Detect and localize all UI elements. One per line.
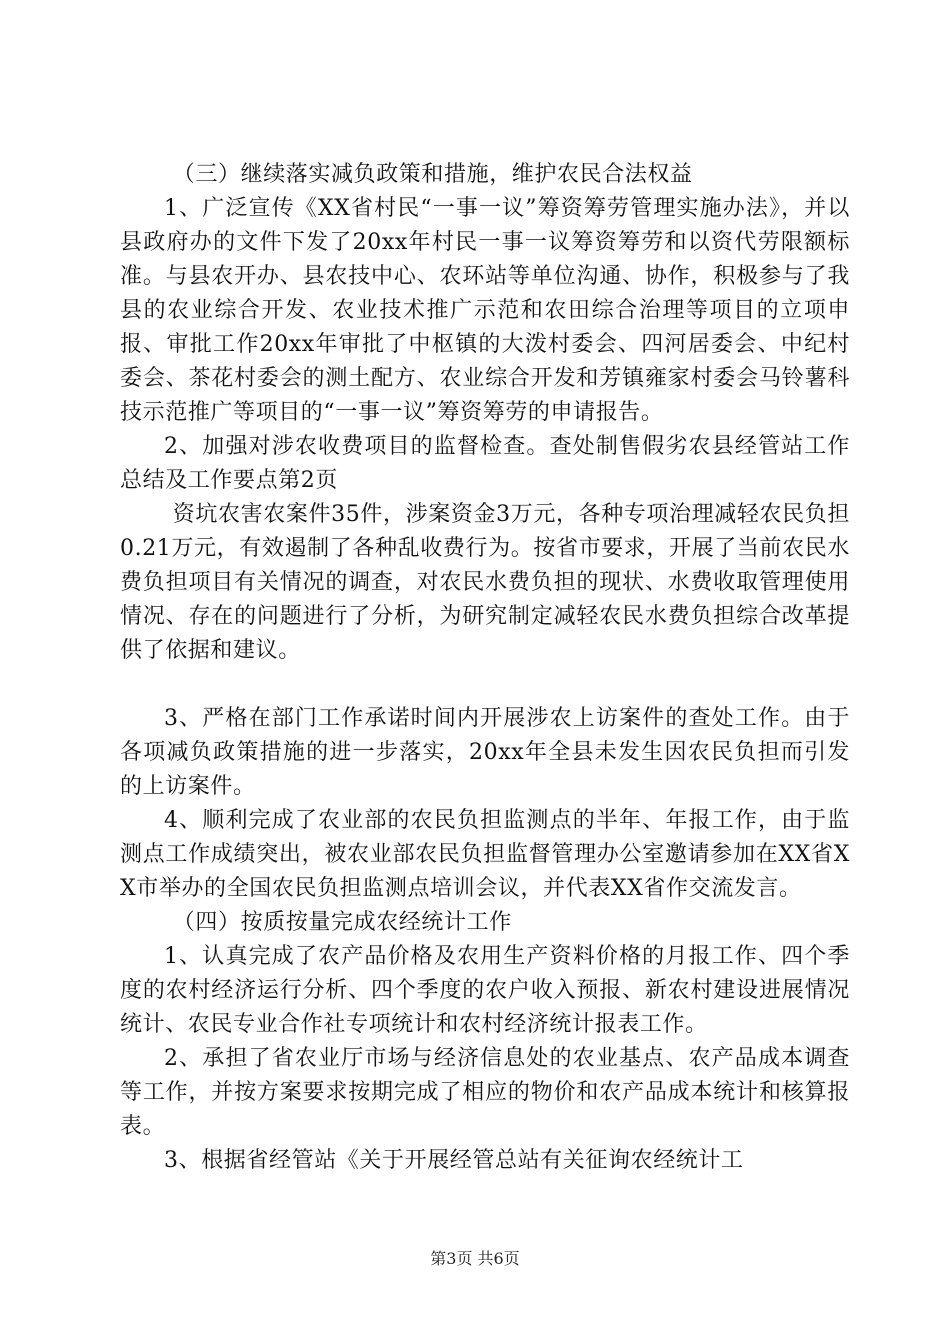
paragraph-stat-1: 1、认真完成了农产品价格及农用生产资料价格的月报工作、四个季度的农村经济运行分析、四个季度的农户收入预报、新农村建设进展情况统计、农民专业合作社专项统计和农村经济统计报表工作。: [120, 944, 850, 1037]
page-footer: 第3页 共6页: [430, 1249, 520, 1268]
paragraph-2: 2、加强对涉农收费项目的监督检查。查处制售假劣农县经管站工作总结及工作要点第2页: [120, 434, 850, 493]
paragraph-4: 4、顺利完成了农业部的农民负担监测点的半年、年报工作，由于监测点工作成绩突出，被农业部农民负担监督管理办公室邀请参加在XX省XX市举办的全国农民负担监测点培训会议，并代表XX省作交流发言。: [120, 808, 850, 901]
section-heading-4: （四）按质按量完成农经统计工作: [172, 910, 512, 935]
paragraph-stat-3: 3、根据省经管站《关于开展经管总站有关征询农经统计工: [164, 1148, 744, 1173]
paragraph-3: 3、严格在部门工作承诺时间内开展涉农上访案件的查处工作。由于各项减负政策措施的进一步落实，20xx年全县未发生因农民负担而引发的上访案件。: [120, 706, 850, 799]
document-body: [120, 158, 850, 1178]
paragraph-stat-2: 2、承担了省农业厅市场与经济信息处的农业基点、农产品成本调查等工作，并按方案要求按期完成了相应的物价和农产品成本统计和核算报表。: [120, 1046, 850, 1139]
paragraph-1: 1、广泛宣传《XX省村民“一事一议”筹资筹劳管理实施办法》，并以县政府办的文件下发了20xx年村民一事一议筹资筹劳和以资代劳限额标准。与县农开办、县农技中心、农环站等单位沟通、协作，积极参与了我县的农业综合开发、农业技术推广示范和农田综合治理等项目的立项申报、审批工作20xx年审批了中枢镇的大泼村委会、四河居委会、中纪村委会、茶花村委会的测土配方、农业综合开发和芳镇雍家村委会马铃薯科技示范推广等项目的“一事一议”筹资筹劳的申请报告。: [120, 196, 850, 425]
paragraph-2-continued: 资坑农害农案件35件，涉案资金3万元，各种专项治理减轻农民负担0.21万元，有效遏制了各种乱收费行为。按省市要求，开展了当前农民水费负担项目有关情况的调查，对农民水费负担的现状、水费收取管理使用情况、存在的问题进行了分析，为研究制定减轻农民水费负担综合改革提供了依据和建议。: [120, 502, 850, 663]
section-heading-3: （三）继续落实减负政策和措施，维护农民合法权益: [172, 162, 693, 187]
